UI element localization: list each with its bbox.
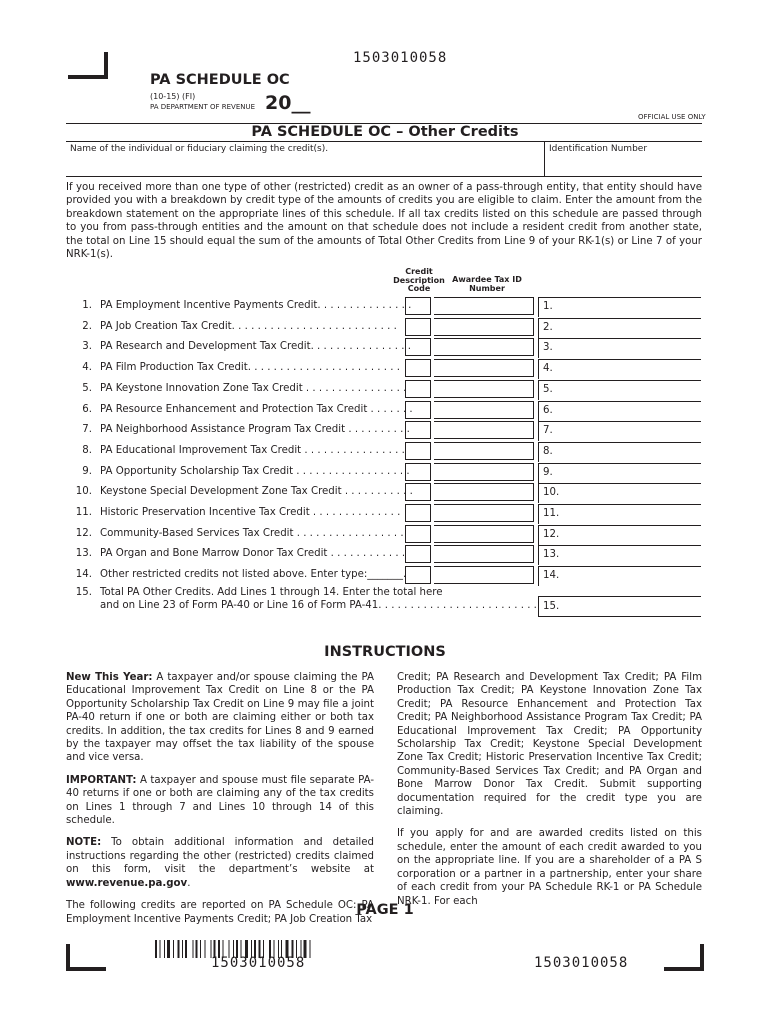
line-15-total xyxy=(0,587,770,617)
line-label: Community-Based Services Tax Credit . . . . . . . . . . . . . . . . . xyxy=(100,527,404,539)
amount-box-number: 10. xyxy=(543,487,560,499)
important-paragraph xyxy=(66,774,374,828)
credit-amount-field[interactable] xyxy=(538,442,701,462)
barcode-bar xyxy=(196,940,198,958)
line-label: PA Job Creation Tax Credit. . . . . . . . . . . . . . . . . . . . . . . . . . xyxy=(100,320,397,332)
awardee-tax-id-field[interactable] xyxy=(434,483,534,501)
amount-box-number: 9. xyxy=(543,466,553,478)
barcode-bar xyxy=(167,940,170,958)
line-label: Historic Preservation Incentive Tax Credit . . . . . . . . . . . . . . xyxy=(100,507,401,518)
barcode-bar xyxy=(205,940,206,958)
awardee-column-header: Awardee Tax ID Number xyxy=(452,275,522,293)
credit-code-field[interactable] xyxy=(405,401,431,419)
amount-box-number: 5. xyxy=(543,383,553,395)
line-15-label-2: and on Line 23 of Form PA-40 or Line 16 of Form PA-41. . . . . . . . . . . . . . . . . . . . . . . . . xyxy=(100,600,537,611)
line-number: 7. xyxy=(82,424,92,436)
identification-number-field[interactable] xyxy=(545,141,702,177)
revision-code: (10-15) (FI) xyxy=(150,92,196,101)
note-label: NOTE: xyxy=(66,837,102,849)
awardee-tax-id-field[interactable] xyxy=(434,566,534,584)
barcode-bar xyxy=(164,940,165,958)
line-number: 3. xyxy=(82,341,92,353)
barcode-bar xyxy=(200,940,201,958)
line-number: 14. xyxy=(75,569,92,581)
line-label: PA Employment Incentive Payments Credit. . . . . . . . . . . . . . . xyxy=(100,300,412,311)
awardee-tax-id-field[interactable] xyxy=(434,318,534,336)
line-number: 10. xyxy=(75,486,92,498)
important-text: A taxpayer and spouse must file separate PA-40 returns if one or both are claiming any of the tax credits on Lines 1 through 7 and Lines 10 through 14 of this schedule. xyxy=(66,774,374,827)
official-use-label: OFFICIAL USE ONLY xyxy=(638,113,706,121)
tax-year-field[interactable]: 20__ xyxy=(265,92,311,114)
note-paragraph xyxy=(66,836,374,890)
credit-code-field[interactable] xyxy=(405,297,431,315)
credits-list-paragraph: The following credits are reported on PA Schedule OC: PA Employment Incentive Payments Credit; PA Job Creation Tax xyxy=(66,900,374,925)
barcode-bar xyxy=(173,940,174,958)
credit-code-field[interactable] xyxy=(405,483,431,501)
barcode-bar xyxy=(182,940,183,958)
credit-amount-field[interactable] xyxy=(538,338,701,358)
instructions-heading: INSTRUCTIONS xyxy=(324,644,446,660)
amount-box-number: 4. xyxy=(543,363,553,375)
awardee-tax-id-field[interactable] xyxy=(434,545,534,563)
note-end: . xyxy=(187,877,191,889)
credit-code-field[interactable] xyxy=(405,318,431,336)
line-number: 4. xyxy=(82,362,92,374)
awardee-tax-id-field[interactable] xyxy=(434,359,534,377)
line-number: 9. xyxy=(82,465,92,477)
amount-box-number: 12. xyxy=(543,528,560,540)
credit-amount-field[interactable] xyxy=(538,463,701,483)
credit-amount-field[interactable] xyxy=(538,483,701,503)
name-field-label: Name of the individual or fiduciary claiming the credit(s). xyxy=(70,144,329,154)
amount-box-number: 6. xyxy=(543,404,553,416)
new-this-year-text: A taxpayer and/or spouse claiming the PA Educational Improvement Tax Credit on Line 8 or the PA Opportunity Scholarship Tax Credit on Line 9 may file a joint PA-40 return if one or both are claiming either or both tax credits. In addition, the tax credits for Lines 8 and 9 earned by the taxpayer may offset the tax liability of the spouse and vice versa. xyxy=(66,672,374,764)
awardee-tax-id-field[interactable] xyxy=(434,463,534,481)
credit-code-field[interactable] xyxy=(405,338,431,356)
line-number: 2. xyxy=(82,320,92,332)
credit-code-field[interactable] xyxy=(405,566,431,584)
line-label: PA Film Production Tax Credit. . . . . . . . . . . . . . . . . . . . . . . . xyxy=(100,362,400,374)
barcode-bar xyxy=(185,940,187,958)
instructions-right-column xyxy=(397,671,702,917)
awardee-tax-id-field[interactable] xyxy=(434,442,534,460)
awardee-tax-id-field[interactable] xyxy=(434,380,534,398)
instructions-left-column xyxy=(66,671,374,935)
line-label: PA Keystone Innovation Zone Tax Credit . . . . . . . . . . . . . . . . xyxy=(100,382,407,394)
new-this-year-paragraph xyxy=(66,671,374,765)
credit-code-field[interactable] xyxy=(405,380,431,398)
awardee-tax-id-field[interactable] xyxy=(434,525,534,543)
apply-paragraph: If you apply for and are awarded credits listed on this schedule, enter the amount of each credit awarded to you on the appropriate line. If you are a shareholder of a PA S corporation or a partner in a partnership, enter your share of each credit from your PA Schedule RK-1 or PA Schedule NRK-1. For each xyxy=(397,828,702,907)
barcode-bar xyxy=(160,940,161,958)
line-number: 6. xyxy=(82,403,92,415)
amount-box-number: 3. xyxy=(543,342,553,354)
corner-mark-bottom-left xyxy=(66,944,106,972)
credit-amount-field[interactable] xyxy=(538,525,701,545)
line-number: 13. xyxy=(75,548,92,560)
credit-code-field[interactable] xyxy=(405,442,431,460)
credit-amount-field[interactable] xyxy=(538,401,701,421)
intro-paragraph: If you received more than one type of other (restricted) credit as an owner of a pass-through entity, that entity should have provided you with a breakdown by credit type of the amounts of credits you are eligible to claim. Enter the amount from the breakdown statement on the appropriate lines of this schedule. If all tax credits listed on this schedule are passed through to you from pass-through entities and the amount on that schedule does not include a resident credit from another state, the total on Line 15 should equal the sum of the amounts of Total Other Credits from Line 9 of your RK-1(s) or Line 7 of your NRK-1(s). xyxy=(66,182,702,261)
line-number: 15. xyxy=(75,587,92,598)
amount-box-number: 7. xyxy=(543,425,553,437)
barcode-bar xyxy=(193,940,194,958)
barcode-bar xyxy=(310,940,311,958)
credit-code-field[interactable] xyxy=(405,421,431,439)
corner-mark-bottom-right xyxy=(664,944,704,972)
credit-amount-field[interactable] xyxy=(538,297,701,317)
line-label: PA Resource Enhancement and Protection Tax Credit . . . . . . . xyxy=(100,403,413,415)
credits-list-continued: Credit; PA Research and Development Tax Credit; PA Film Production Tax Credit; PA Keystone Innovation Zone Tax Credit; PA Resource Enhancement and Protection Tax Credit; PA Neighborhood Assistance Program Tax Credit; PA Educational Improvement Tax Credit; PA Opportunity Scholarship Tax Credit; Keystone Special Development Zone Tax Credit; Historic Preservation Incentive Tax Credit; Community-Based Services Tax Credit; and PA Organ and Bone Marrow Donor Tax Credit. Submit supporting documentation required for the credit type you are claiming. xyxy=(397,672,702,818)
awardee-tax-id-field[interactable] xyxy=(434,338,534,356)
line-15-label-1: Total PA Other Credits. Add Lines 1 through 14. Enter the total here xyxy=(100,587,443,598)
credit-code-field[interactable] xyxy=(405,545,431,563)
new-this-year-label: New This Year: xyxy=(66,672,153,683)
amount-box-number: 13. xyxy=(543,549,560,561)
line-number: 11. xyxy=(75,507,92,518)
line-number: 8. xyxy=(82,444,92,456)
page-number: PAGE 1 xyxy=(356,902,414,918)
line-15-box-number: 15. xyxy=(543,601,560,612)
amount-box-number: 11. xyxy=(543,508,560,519)
note-text: To obtain additional information and detailed instructions regarding the other (restricted) credits claimed on this form, visit the department’s website at xyxy=(66,837,374,876)
awardee-tax-id-field[interactable] xyxy=(434,297,534,315)
line-label: PA Research and Development Tax Credit. . . . . . . . . . . . . . . . xyxy=(100,341,411,353)
identification-number-label: Identification Number xyxy=(549,144,648,154)
credit-code-field[interactable] xyxy=(405,504,431,522)
corner-mark-top-left xyxy=(68,52,108,80)
line-number: 1. xyxy=(82,300,92,311)
credit-code-column-header: Credit Description Code xyxy=(393,267,445,293)
amount-box-number: 8. xyxy=(543,445,553,457)
credit-amount-field[interactable] xyxy=(538,380,701,400)
line-label: PA Neighborhood Assistance Program Tax Credit . . . . . . . . . . xyxy=(100,424,410,436)
department-name: PA DEPARTMENT OF REVENUE xyxy=(150,103,256,111)
schedule-name: PA SCHEDULE OC xyxy=(150,72,290,88)
line-label: Other restricted credits not listed above. Enter type:_______. xyxy=(100,569,407,581)
credit-code-field[interactable] xyxy=(405,359,431,377)
credit-amount-field[interactable] xyxy=(538,359,701,379)
awardee-tax-id-field[interactable] xyxy=(434,401,534,419)
credit-amount-field[interactable] xyxy=(538,504,701,524)
line-label: Keystone Special Development Zone Tax Credit . . . . . . . . . . . xyxy=(100,486,413,498)
name-field[interactable] xyxy=(66,141,545,177)
credit-amount-field[interactable] xyxy=(538,545,701,565)
revenue-website-link[interactable]: www.revenue.pa.gov xyxy=(66,877,188,889)
line-label: PA Educational Improvement Tax Credit . . . . . . . . . . . . . . . . xyxy=(100,444,405,456)
form-id-top: 1503010058 xyxy=(353,50,448,66)
line-15-amount-field[interactable] xyxy=(538,596,701,617)
barcode-bar xyxy=(178,940,180,958)
credit-amount-field[interactable] xyxy=(538,318,701,338)
amount-box-number: 1. xyxy=(543,301,553,312)
line-label: PA Opportunity Scholarship Tax Credit . . . . . . . . . . . . . . . . . . xyxy=(100,465,410,477)
credit-code-field[interactable] xyxy=(405,525,431,543)
awardee-tax-id-field[interactable] xyxy=(434,421,534,439)
awardee-tax-id-field[interactable] xyxy=(434,504,534,522)
credit-amount-field[interactable] xyxy=(538,566,701,586)
line-number: 12. xyxy=(75,527,92,539)
line-number: 5. xyxy=(82,382,92,394)
amount-box-number: 2. xyxy=(543,321,553,333)
barcode-bar xyxy=(155,940,157,958)
amount-box-number: 14. xyxy=(543,570,560,582)
important-label: IMPORTANT: xyxy=(66,774,137,786)
credit-amount-field[interactable] xyxy=(538,421,701,441)
form-id-bottom: 1503010058 xyxy=(534,955,629,971)
barcode-text: 1503010058 xyxy=(211,955,306,971)
credit-code-field[interactable] xyxy=(405,463,431,481)
page-title: PA SCHEDULE OC – Other Credits xyxy=(251,124,519,140)
line-label: PA Organ and Bone Marrow Donor Tax Credit . . . . . . . . . . . . xyxy=(100,548,406,560)
